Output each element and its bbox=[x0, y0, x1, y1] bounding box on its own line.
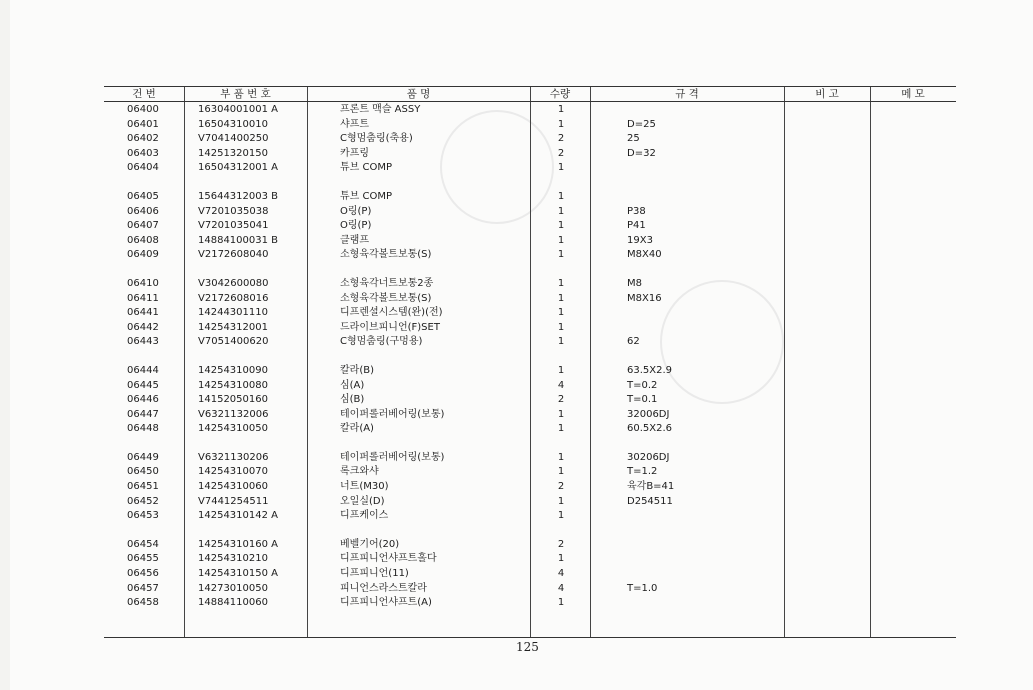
specification: 육각B=41 bbox=[627, 481, 675, 493]
item-number: 06403 bbox=[127, 147, 159, 159]
table-row bbox=[104, 132, 956, 147]
item-number: 06456 bbox=[127, 568, 159, 580]
part-number: 14254310060 bbox=[198, 481, 268, 493]
quantity: 1 bbox=[557, 408, 565, 420]
part-name: 소형육각볼트보통(S) bbox=[340, 292, 432, 304]
part-number: 14251320150 bbox=[198, 147, 268, 159]
item-number: 06442 bbox=[127, 321, 159, 333]
item-number: 06453 bbox=[127, 510, 159, 522]
header-quantity: 수량 bbox=[549, 88, 571, 100]
part-number: V3042600080 bbox=[198, 277, 269, 289]
specification: T=1.0 bbox=[627, 582, 658, 594]
specification: T=0.1 bbox=[627, 394, 658, 406]
part-name: 튜브 COMP bbox=[340, 162, 393, 174]
item-number: 06410 bbox=[127, 277, 159, 289]
quantity: 1 bbox=[557, 336, 565, 348]
header-memo: 메 모 bbox=[901, 88, 925, 100]
item-number: 06404 bbox=[127, 162, 159, 174]
table-row bbox=[104, 277, 956, 292]
part-name: 디프케이스 bbox=[340, 510, 389, 522]
part-number: V7051400620 bbox=[198, 336, 269, 348]
specification: M8 bbox=[627, 277, 642, 289]
specification: T=0.2 bbox=[627, 379, 658, 391]
part-number: V7201035038 bbox=[198, 205, 269, 217]
item-number: 06402 bbox=[127, 133, 159, 145]
specification: P41 bbox=[627, 220, 646, 232]
part-name: 드라이브피니언(F)SET bbox=[340, 321, 440, 333]
part-name: 소형육각볼트보통(S) bbox=[340, 249, 432, 261]
table-row bbox=[104, 393, 956, 408]
part-number: 14254310050 bbox=[198, 423, 268, 435]
part-name: 너트(M30) bbox=[340, 481, 389, 493]
item-number: 06409 bbox=[127, 249, 159, 261]
item-number: 06454 bbox=[127, 538, 159, 550]
part-number: V6321132006 bbox=[198, 408, 269, 420]
part-number: V7201035041 bbox=[198, 220, 269, 232]
item-number: 06451 bbox=[127, 481, 159, 493]
quantity: 1 bbox=[557, 510, 565, 522]
part-name: O링(P) bbox=[340, 205, 372, 217]
part-number: 16304001001 A bbox=[198, 104, 279, 115]
item-number: 06444 bbox=[127, 364, 159, 376]
item-number: 06406 bbox=[127, 205, 159, 217]
table-row bbox=[104, 364, 956, 379]
table-row bbox=[104, 292, 956, 307]
table-row bbox=[104, 379, 956, 394]
quantity: 1 bbox=[557, 234, 565, 246]
table-row bbox=[104, 552, 956, 567]
quantity: 1 bbox=[557, 466, 565, 478]
part-number: 16504310010 bbox=[198, 118, 268, 130]
part-name: 샤프트 bbox=[340, 118, 369, 130]
specification: 32006DJ bbox=[627, 408, 670, 420]
specification: 60.5X2.6 bbox=[627, 423, 673, 435]
quantity: 1 bbox=[557, 597, 565, 609]
table-row bbox=[104, 147, 956, 162]
quantity: 1 bbox=[557, 423, 565, 435]
part-number: 14884100031 B bbox=[198, 234, 279, 246]
part-name: C형멈춤링(축용) bbox=[340, 133, 413, 145]
specification: 19X3 bbox=[627, 234, 653, 246]
item-number: 06446 bbox=[127, 394, 159, 406]
quantity: 1 bbox=[557, 190, 565, 202]
part-name: 디프피니언샤프트(A) bbox=[340, 597, 432, 609]
part-name: 칼라(A) bbox=[340, 423, 374, 435]
table-row bbox=[104, 465, 956, 480]
specification: M8X40 bbox=[627, 249, 662, 261]
table-row bbox=[104, 248, 956, 263]
part-name: 튜브 COMP bbox=[340, 190, 393, 202]
part-number: 16504312001 A bbox=[198, 162, 279, 174]
item-number: 06455 bbox=[127, 553, 159, 565]
part-name: 카프링 bbox=[340, 147, 369, 159]
bleed-through-text bbox=[100, 650, 760, 676]
quantity: 1 bbox=[557, 104, 565, 115]
part-number: 14254312001 bbox=[198, 321, 268, 333]
part-name: 소형육각너트보통2종 bbox=[340, 277, 434, 289]
part-name: 록크와샤 bbox=[340, 466, 379, 478]
item-number: 06443 bbox=[127, 336, 159, 348]
table-row bbox=[104, 306, 956, 321]
part-name: 심(B) bbox=[340, 394, 365, 406]
header-part-name: 품 명 bbox=[406, 88, 431, 100]
table-row bbox=[104, 596, 956, 611]
table-row bbox=[104, 408, 956, 423]
quantity: 4 bbox=[557, 568, 565, 580]
table-row bbox=[104, 205, 956, 220]
specification: 30206DJ bbox=[627, 451, 670, 463]
quantity: 1 bbox=[557, 451, 565, 463]
part-number: V7041400250 bbox=[198, 133, 269, 145]
table-row bbox=[104, 190, 956, 205]
parts-table bbox=[104, 86, 956, 638]
specification: D=32 bbox=[627, 147, 656, 159]
table-row bbox=[104, 161, 956, 176]
part-name: 디프피니언(11) bbox=[340, 568, 409, 580]
table-row bbox=[104, 219, 956, 234]
specification: 62 bbox=[627, 336, 640, 348]
part-name: 테이퍼롤러베어링(보통) bbox=[340, 451, 445, 463]
table-row bbox=[104, 321, 956, 336]
quantity: 2 bbox=[557, 538, 565, 550]
quantity: 2 bbox=[557, 481, 565, 493]
table-row bbox=[104, 234, 956, 249]
part-number: V6321130206 bbox=[198, 451, 269, 463]
quantity: 1 bbox=[557, 495, 565, 507]
table-body bbox=[104, 103, 956, 611]
header-divider bbox=[104, 101, 956, 102]
quantity: 1 bbox=[557, 205, 565, 217]
item-number: 06447 bbox=[127, 408, 159, 420]
table-row bbox=[104, 451, 956, 466]
part-number: V2172608016 bbox=[198, 292, 269, 304]
part-name: 심(A) bbox=[340, 379, 365, 391]
table-row bbox=[104, 582, 956, 597]
part-number: 14273010050 bbox=[198, 582, 268, 594]
quantity: 1 bbox=[557, 220, 565, 232]
item-number: 06411 bbox=[127, 292, 159, 304]
part-number: 14254310090 bbox=[198, 364, 268, 376]
part-number: V2172608040 bbox=[198, 249, 269, 261]
page-number: 125 bbox=[516, 640, 539, 654]
part-name: 피니언스라스트칼라 bbox=[340, 582, 427, 594]
header-note: 비 고 bbox=[815, 88, 839, 100]
table-row bbox=[104, 422, 956, 437]
quantity: 1 bbox=[557, 307, 565, 319]
item-number: 06400 bbox=[127, 104, 159, 115]
specification: P38 bbox=[627, 205, 646, 217]
item-number: 06449 bbox=[127, 451, 159, 463]
item-number: 06452 bbox=[127, 495, 159, 507]
specification: T=1.2 bbox=[627, 466, 658, 478]
part-number: 15644312003 B bbox=[198, 190, 279, 202]
part-number: 14254310142 A bbox=[198, 510, 279, 522]
part-number: 14254310210 bbox=[198, 553, 268, 565]
item-number: 06450 bbox=[127, 466, 159, 478]
quantity: 2 bbox=[557, 394, 565, 406]
item-number: 06448 bbox=[127, 423, 159, 435]
part-number: 14254310080 bbox=[198, 379, 268, 391]
table-row bbox=[104, 509, 956, 524]
item-number: 06441 bbox=[127, 307, 159, 319]
specification: D254511 bbox=[627, 495, 673, 507]
part-name: 디프피니언샤프트홀다 bbox=[340, 553, 437, 565]
header-no: 건 번 bbox=[132, 88, 156, 100]
part-name: O링(P) bbox=[340, 220, 372, 232]
specification: 25 bbox=[627, 133, 640, 145]
quantity: 4 bbox=[557, 582, 565, 594]
part-name: 프론트 맥슬 ASSY bbox=[340, 104, 421, 115]
part-name: C형멈춤링(구멍용) bbox=[340, 336, 423, 348]
header-part-number: 부 품 번 호 bbox=[220, 88, 271, 100]
quantity: 1 bbox=[557, 249, 565, 261]
part-name: 오일실(D) bbox=[340, 495, 385, 507]
specification: D=25 bbox=[627, 118, 656, 130]
item-number: 06401 bbox=[127, 118, 159, 130]
item-number: 06458 bbox=[127, 597, 159, 609]
quantity: 1 bbox=[557, 321, 565, 333]
part-name: 클램프 bbox=[340, 234, 369, 246]
table-row bbox=[104, 118, 956, 133]
part-number: 14254310070 bbox=[198, 466, 268, 478]
table-row bbox=[104, 567, 956, 582]
table-row bbox=[104, 335, 956, 350]
quantity: 4 bbox=[557, 379, 565, 391]
table-row bbox=[104, 538, 956, 553]
part-number: 14884110060 bbox=[198, 597, 268, 609]
quantity: 1 bbox=[557, 292, 565, 304]
quantity: 2 bbox=[557, 133, 565, 145]
quantity: 1 bbox=[557, 553, 565, 565]
quantity: 2 bbox=[557, 147, 565, 159]
quantity: 1 bbox=[557, 162, 565, 174]
item-number: 06457 bbox=[127, 582, 159, 594]
part-name: 테이퍼롤러베어링(보통) bbox=[340, 408, 445, 420]
part-name: 디프렌셜시스템(완)(전) bbox=[340, 307, 443, 319]
item-number: 06405 bbox=[127, 190, 159, 202]
part-number: 14152050160 bbox=[198, 394, 268, 406]
table-row bbox=[104, 103, 956, 118]
quantity: 1 bbox=[557, 364, 565, 376]
specification: M8X16 bbox=[627, 292, 662, 304]
part-name: 칼라(B) bbox=[340, 364, 374, 376]
item-number: 06445 bbox=[127, 379, 159, 391]
item-number: 06407 bbox=[127, 220, 159, 232]
item-number: 06408 bbox=[127, 234, 159, 246]
table-row bbox=[104, 495, 956, 510]
specification: 63.5X2.9 bbox=[627, 364, 673, 376]
part-number: 14244301110 bbox=[198, 307, 268, 319]
quantity: 1 bbox=[557, 277, 565, 289]
part-name: 베벨기어(20) bbox=[340, 538, 400, 550]
quantity: 1 bbox=[557, 118, 565, 130]
part-number: 14254310160 A bbox=[198, 538, 279, 550]
part-number: V7441254511 bbox=[198, 495, 269, 507]
table-row bbox=[104, 480, 956, 495]
header-spec: 규 격 bbox=[675, 88, 699, 100]
part-number: 14254310150 A bbox=[198, 568, 279, 580]
